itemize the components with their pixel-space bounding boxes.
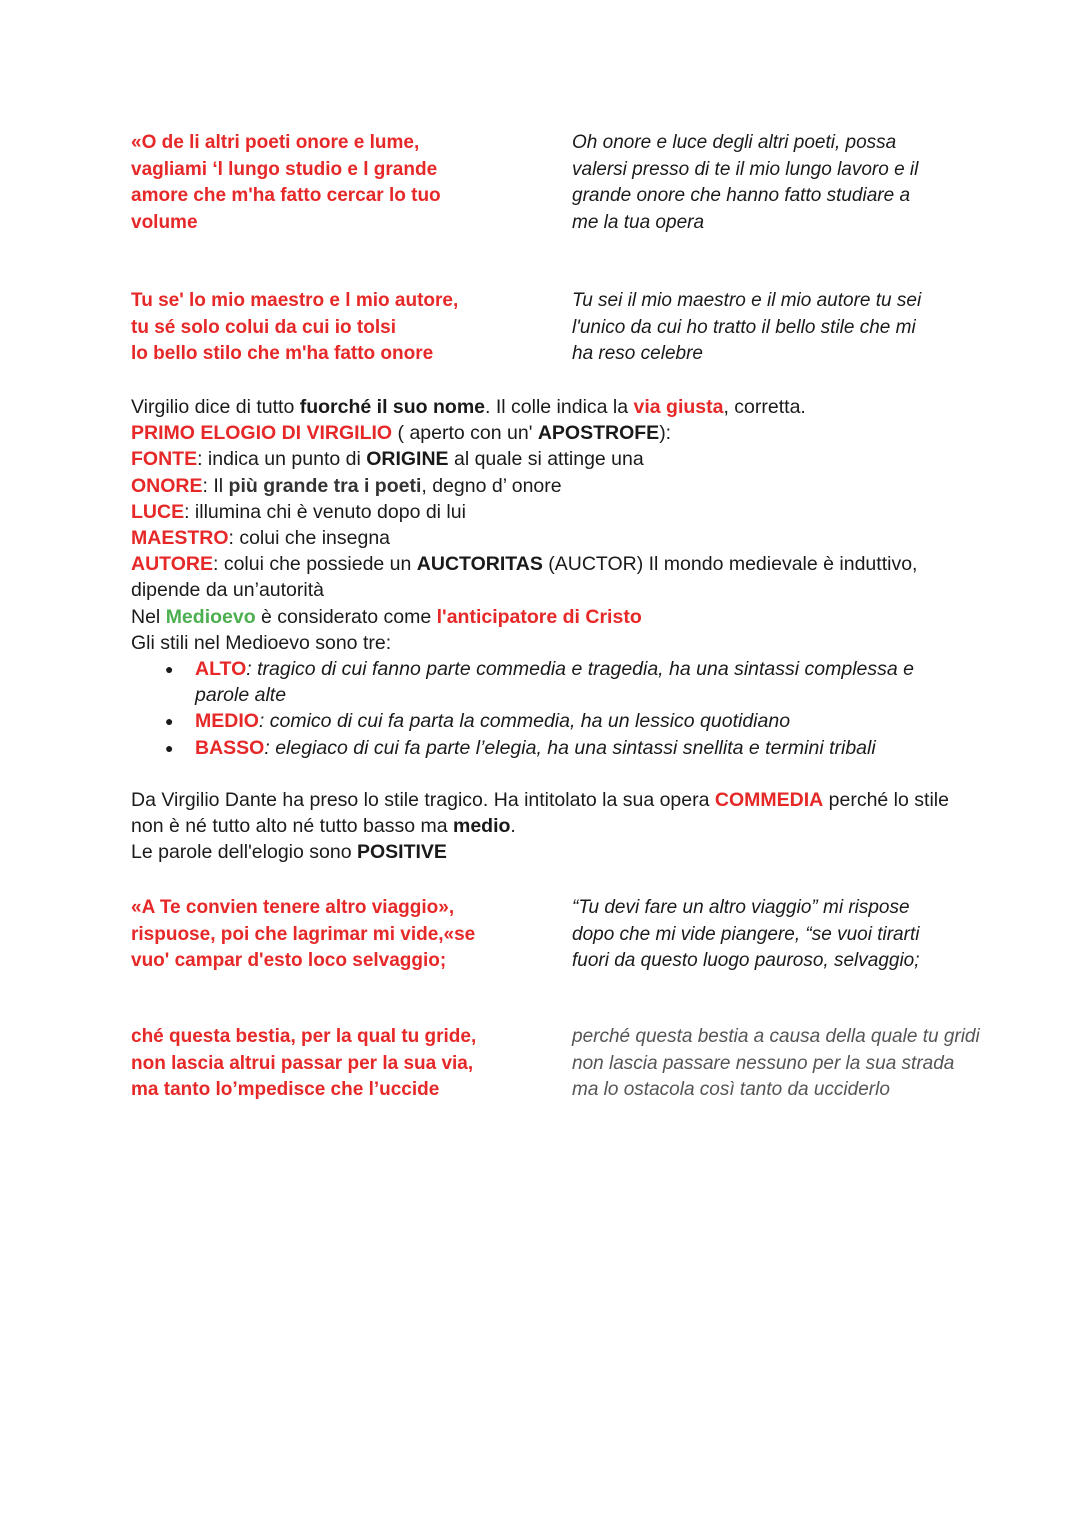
note-text: Virgilio dice di tutto (131, 396, 300, 418)
list-item (195, 656, 951, 708)
note-line (131, 839, 951, 865)
note-text: Le parole dell'elogio sono (131, 841, 357, 864)
note-heading: PRIMO ELOGIO DI VIRGILIO (131, 422, 393, 445)
note-text: ( aperto con un' (392, 422, 538, 445)
verse-line: «O de li altri poeti onore e lume, (131, 132, 420, 153)
verse-line: «A Te convien tenere altro viaggio», (131, 897, 455, 918)
translation-line: l'unico da cui ho tratto il bello stile che mi (572, 316, 916, 338)
note-text: , degno d’ onore (421, 474, 562, 497)
note-bold: ORIGINE (366, 448, 449, 471)
term-label: LUCE (131, 500, 185, 523)
note-bold: fuorché il suo nome (299, 396, 486, 418)
translation-line: valersi presso di te il mio lungo lavoro e il (572, 158, 919, 180)
translation-line: “Tu devi fare un altro viaggio” mi rispose (572, 897, 910, 918)
styles-list (131, 656, 951, 761)
translation-line: Tu sei il mio maestro e il mio autore tu sei (572, 290, 922, 311)
translation (572, 895, 1012, 975)
note-line (131, 499, 951, 525)
translation (572, 1024, 1012, 1104)
translation (572, 130, 1012, 236)
original-verse (131, 130, 531, 236)
note-line: Gli stili nel Medioevo sono tre: (131, 631, 392, 654)
note-text: Nel (131, 605, 166, 628)
note-highlight: via giusta (633, 396, 724, 418)
translation (572, 288, 1012, 368)
note-text: (AUCTOR) Il mondo medievale è induttivo, dipende da un’autorità (131, 553, 918, 602)
note-line (131, 420, 951, 446)
note-text: : Il (202, 474, 229, 497)
note-text: . Il colle indica la (485, 396, 634, 418)
style-name: ALTO (195, 658, 247, 681)
term-label: FONTE (131, 448, 198, 471)
note-line (131, 787, 951, 839)
note-highlight: COMMEDIA (714, 788, 824, 811)
verse-line: amore che m'ha fatto cercar lo tuo (131, 185, 441, 206)
note-text: : colui che insegna (228, 527, 391, 550)
verse-line: ma tanto lo’mpedisce che l’uccide (131, 1079, 440, 1100)
note-text: è considerato come (255, 605, 437, 628)
style-name: BASSO (195, 736, 265, 759)
translation-line: Oh onore e luce degli altri poeti, possa (572, 132, 897, 153)
original-verse (131, 1024, 531, 1104)
note-text: . (510, 815, 516, 838)
verse-line: ché questa bestia, per la qual tu gride, (131, 1026, 477, 1047)
term-label: ONORE (131, 474, 203, 497)
verse-line: lo bello stilo che m'ha fatto onore (131, 343, 434, 364)
style-description: : comico di cui fa parta la commedia, ha un lessico quotidiano (258, 710, 791, 733)
note-line (131, 551, 951, 603)
verse-line: vuo' campar d'esto loco selvaggio; (131, 950, 447, 971)
note-line (131, 604, 951, 630)
commentary-notes (131, 394, 951, 865)
note-highlight: Medioevo (165, 605, 256, 628)
translation-line: grande onore che hanno fatto studiare a (572, 185, 911, 206)
note-text: perché lo stile non è né tutto alto né tutto basso ma (131, 788, 949, 838)
note-text: , corretta. (723, 396, 806, 418)
translation-line: ma lo ostacola così tanto da ucciderlo (572, 1079, 890, 1100)
note-bold: medio (452, 815, 511, 838)
note-line (131, 525, 951, 551)
note-text: Da Virgilio Dante ha preso lo stile tragico. Ha intitolato la sua opera (131, 788, 715, 811)
original-verse (131, 288, 531, 368)
note-line (131, 394, 951, 420)
style-description: : elegiaco di cui fa parte l’elegia, ha una sintassi snellita e termini tribali (264, 736, 876, 759)
translation-line: dopo che mi vide piangere, “se vuoi tirarti (572, 923, 920, 945)
term-label: AUTORE (131, 553, 213, 576)
style-name: MEDIO (195, 710, 259, 733)
note-bold: più grande tra i poeti (228, 474, 422, 497)
translation-line: non lascia passare nessuno per la sua strada (572, 1052, 955, 1074)
note-bold: AUCTORITAS (416, 553, 543, 576)
verse-line: vagliami ‘l lungo studio e l grande (131, 158, 438, 180)
translation-line: fuori da questo luogo pauroso, selvaggio; (572, 950, 920, 971)
note-text: al quale si attinge una (448, 448, 644, 471)
note-text: ): (659, 422, 672, 445)
translation-line: me la tua opera (572, 211, 705, 233)
style-description: : tragico di cui fanno parte commedia e tragedia, ha una sintassi complessa e parole alte (195, 658, 914, 707)
verse-line: non lascia altrui passar per la sua via, (131, 1052, 474, 1074)
verse-line: rispuose, poi che lagrimar mi vide,«se (131, 923, 476, 945)
verse-line: tu sé solo colui da cui io tolsi (131, 316, 396, 338)
note-text: : colui che possiede un (212, 553, 417, 576)
verse-line: volume (131, 211, 198, 233)
note-highlight: l'anticipatore di Cristo (436, 605, 642, 628)
list-item (195, 708, 951, 734)
note-line (131, 473, 951, 499)
note-bold: POSITIVE (356, 841, 447, 864)
note-bold: APOSTROFE (537, 422, 660, 445)
note-text: : illumina chi è venuto dopo di lui (184, 500, 466, 523)
note-line (131, 446, 951, 472)
translation-line: ha reso celebre (572, 343, 703, 364)
note-text: : indica un punto di (197, 448, 367, 471)
list-item (195, 735, 951, 761)
term-label: MAESTRO (131, 527, 229, 550)
translation-line: perché questa bestia a causa della quale tu gridi (572, 1026, 980, 1047)
verse-line: Tu se' lo mio maestro e l mio autore, (131, 290, 459, 311)
original-verse (131, 895, 531, 975)
